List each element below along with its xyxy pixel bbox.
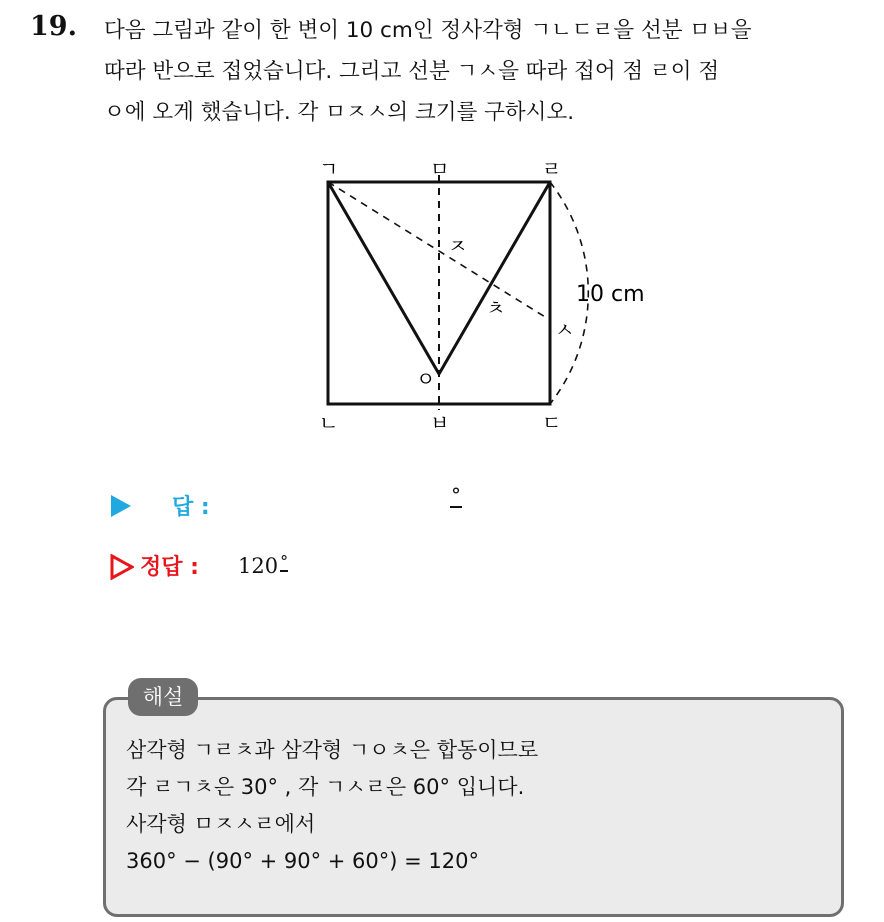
label-top-mid: ㅁ xyxy=(430,157,450,181)
answer-row xyxy=(110,483,610,528)
correct-unit: ° xyxy=(280,552,289,571)
segment-r-o xyxy=(439,182,550,374)
label-bottom-mid: ㅂ xyxy=(430,411,450,435)
question-number: 19. xyxy=(30,11,77,42)
correct-number: 120 xyxy=(238,554,279,578)
correct-answer-row xyxy=(110,548,610,588)
answer-label: 답 : xyxy=(172,495,210,520)
solution-line: 각 ㄹㄱㅊ은 30° , 각 ㄱㅅㄹ은 60° 입니다. xyxy=(126,775,525,799)
label-bottom-right: ㄷ xyxy=(542,411,562,435)
solution-line: 사각형 ㅁㅈㅅㄹ에서 xyxy=(126,812,316,836)
answer-triangle-icon xyxy=(110,494,132,518)
solution-line: 삼각형 ㄱㄹㅊ과 삼각형 ㄱㅇㅊ은 합동이므로 xyxy=(126,738,539,762)
label-point-s: ㅅ xyxy=(555,318,575,342)
correct-triangle-icon xyxy=(110,554,134,580)
correct-label: 정답 : xyxy=(140,555,199,580)
solution-text xyxy=(126,732,826,880)
answer-unit: ° xyxy=(451,483,461,507)
geometry-figure xyxy=(300,155,680,440)
side-length-label: 10 cm xyxy=(576,282,645,307)
question-line: 다음 그림과 같이 한 변이 10 cm인 정사각형 ㄱㄴㄷㄹ을 선분 ㅁㅂ을 xyxy=(104,18,752,43)
label-point-o: ㅇ xyxy=(416,367,436,391)
label-point-ch: ㅊ xyxy=(486,296,506,320)
solution-tab: 해설 xyxy=(128,678,198,716)
question-line: ㅇ에 오게 했습니다. 각 ㅁㅈㅅ의 크기를 구하시오. xyxy=(104,100,575,125)
question-line: 따라 반으로 접었습니다. 그리고 선분 ㄱㅅ을 따라 접어 점 ㄹ이 점 xyxy=(104,59,720,84)
geometry-diagram xyxy=(300,155,680,440)
correct-value xyxy=(238,554,288,578)
label-top-right: ㄹ xyxy=(542,157,562,181)
label-bottom-left: ㄴ xyxy=(319,411,339,435)
label-top-left: ㄱ xyxy=(319,157,339,181)
segment-g-o xyxy=(328,182,439,374)
solution-line: 360° − (90° + 90° + 60°) = 120° xyxy=(126,849,480,873)
question-text xyxy=(104,10,870,133)
label-point-j: ㅈ xyxy=(448,234,468,258)
